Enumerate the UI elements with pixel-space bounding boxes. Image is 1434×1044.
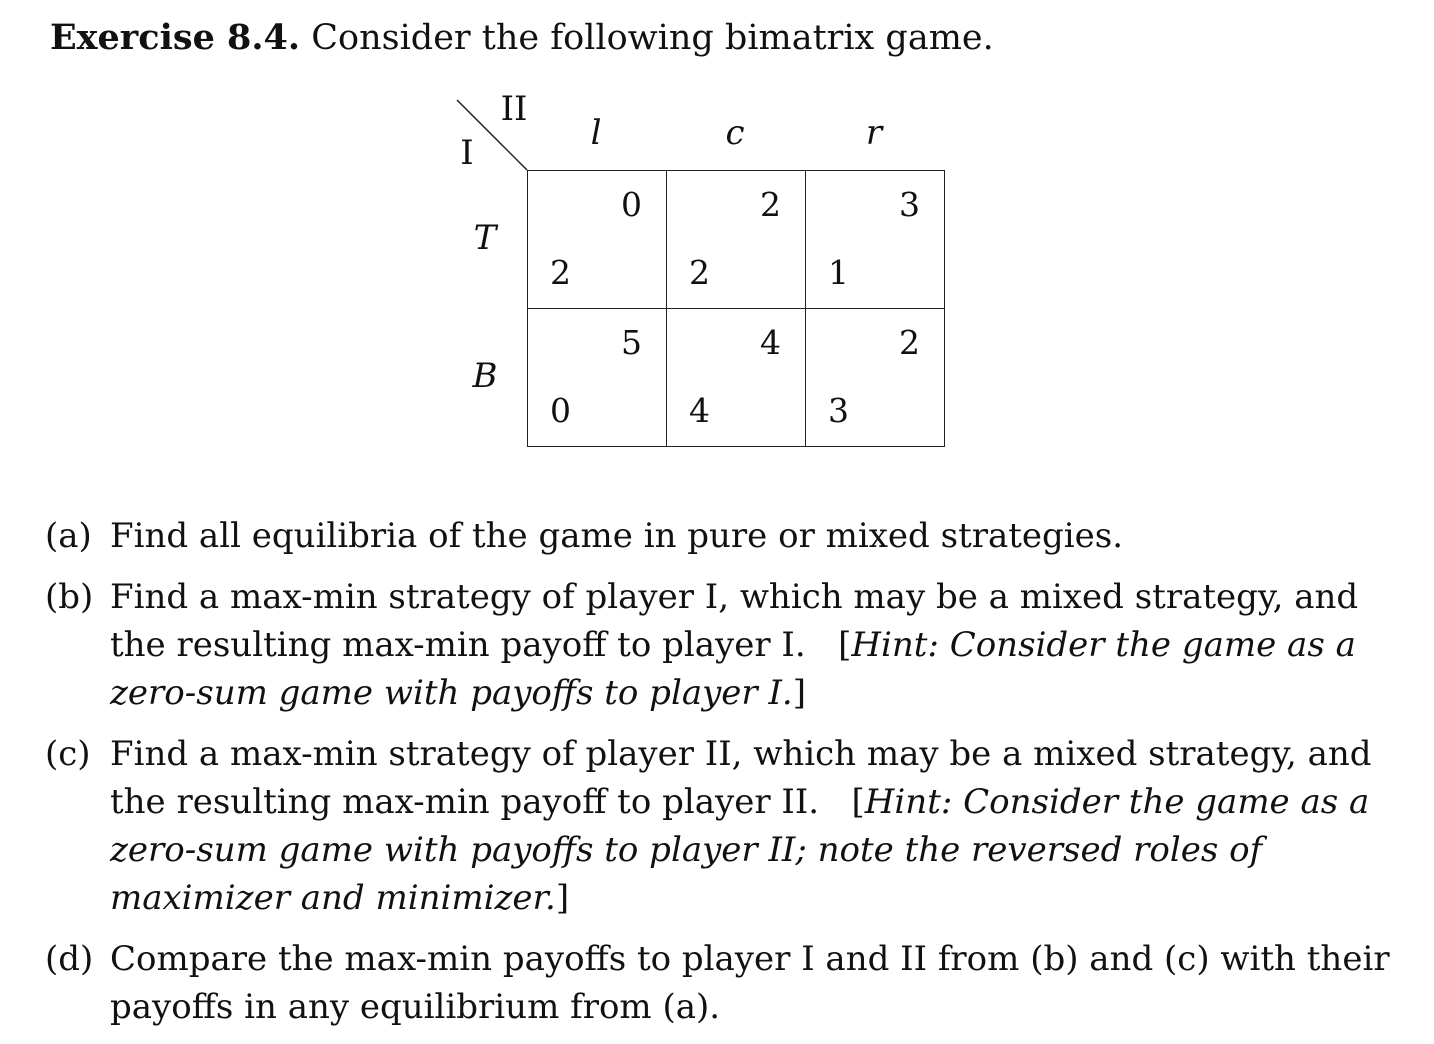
payoff-cell-T-l xyxy=(528,171,667,309)
hint-text: : Consider the game as a zero-sum game with payoffs to player II; note the reversed roles of maximizer and minimizer. xyxy=(110,782,1370,918)
hint-close: ] xyxy=(792,673,806,713)
part-tag: (b) xyxy=(45,577,94,617)
payoff-cell-T-c xyxy=(667,171,806,309)
exercise-intro: Consider the following bimatrix game. xyxy=(311,18,994,58)
payoff-cell-B-c xyxy=(667,309,806,447)
part-text: Compare the max-min payoffs to player I and II from (b) and (c) with their payoffs in any equilibrium from (a). xyxy=(110,939,1390,1027)
payoff-cell-B-r xyxy=(806,309,945,447)
hint-label: Hint xyxy=(851,625,928,665)
matrix-row-T xyxy=(528,171,945,309)
column-label-l: l xyxy=(590,113,602,153)
part-text: Find a max-min strategy of player II, which may be a mixed strategy, and the resulting max-min payoff to player II. xyxy=(110,734,1372,822)
payoff-cell-T-r xyxy=(806,171,945,309)
bimatrix-game xyxy=(440,85,960,465)
payoff-player-II: 4 xyxy=(760,323,781,362)
hint-label: Hint xyxy=(864,782,941,822)
hint-close: ] xyxy=(555,878,570,918)
exercise-heading xyxy=(50,14,994,62)
payoff-player-I: 4 xyxy=(689,391,710,430)
payoff-cell-B-l xyxy=(528,309,667,447)
hint-open: [ xyxy=(851,782,865,822)
row-player-label: I xyxy=(460,133,474,173)
part-text: Find a max-min strategy of player I, which may be a mixed strategy, and the resulting max-min payoff to player I. xyxy=(110,577,1359,665)
payoff-player-II: 5 xyxy=(621,323,642,362)
part-body xyxy=(110,730,1415,922)
payoff-player-I: 1 xyxy=(828,253,849,292)
payoff-player-I: 2 xyxy=(689,253,710,292)
part-c xyxy=(45,730,1415,922)
hint-open: [ xyxy=(838,625,852,665)
payoff-player-II: 2 xyxy=(899,323,920,362)
payoff-player-II: 0 xyxy=(621,185,642,224)
part-text: Find all equilibria of the game in pure or mixed strategies. xyxy=(110,516,1124,556)
payoff-player-I: 0 xyxy=(550,391,571,430)
exercise-parts xyxy=(45,512,1415,1044)
part-tag: (c) xyxy=(45,734,91,774)
payoff-player-I: 2 xyxy=(550,253,571,292)
part-b xyxy=(45,573,1415,717)
part-tag: (d) xyxy=(45,939,94,979)
hint-text: : Consider the game as a zero-sum game with payoffs to player I. xyxy=(110,625,1356,713)
payoff-player-II: 2 xyxy=(760,185,781,224)
row-label-T: T xyxy=(473,218,497,258)
part-tag: (a) xyxy=(45,516,92,556)
row-label-B: B xyxy=(472,356,498,396)
part-d xyxy=(45,935,1415,1031)
part-body xyxy=(110,573,1415,717)
matrix-row-B xyxy=(528,309,945,447)
payoff-player-I: 3 xyxy=(828,391,849,430)
column-label-c: c xyxy=(725,113,745,153)
payoff-matrix xyxy=(527,170,945,447)
exercise-number: Exercise 8.4. xyxy=(50,17,301,58)
part-a xyxy=(45,512,1415,560)
column-player-label: II xyxy=(500,89,528,129)
column-label-r: r xyxy=(865,113,883,153)
payoff-player-II: 3 xyxy=(899,185,920,224)
